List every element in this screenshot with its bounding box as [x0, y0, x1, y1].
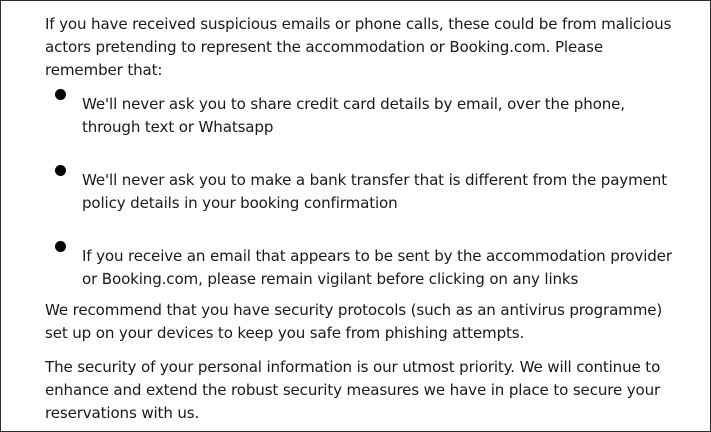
list-item [45, 93, 681, 139]
list-item-text: We'll never ask you to share credit card details by email, over the phone, through text or Whatsapp [82, 95, 625, 136]
bullet-icon [55, 165, 66, 176]
intro-paragraph: If you have received suspicious emails or phone calls, these could be from malicious actors pretending to represent the accommodation or Booking.com. Please remember that: [45, 15, 672, 79]
list-item-text: We'll never ask you to make a bank transfer that is different from the payment policy details in your booking confirmation [82, 171, 667, 212]
recommendation-paragraph: We recommend that you have security protocols (such as an antivirus programme) set up on your devices to keep you safe from phishing attempts. [45, 301, 663, 342]
list-item [45, 245, 681, 291]
bullet-icon [55, 89, 66, 100]
closing-paragraph: The security of your personal information is our utmost priority. We will continue to enhance and extend the robust security measures we have in place to secure your reservations with us. [45, 358, 661, 422]
list-item [45, 169, 681, 215]
security-reminders-list [45, 93, 681, 291]
security-notice-content [45, 13, 681, 425]
list-item-text: If you receive an email that appears to be sent by the accommodation provider or Booking.com, please remain vigilant before clicking on any links [82, 247, 672, 288]
bullet-icon [55, 241, 66, 252]
